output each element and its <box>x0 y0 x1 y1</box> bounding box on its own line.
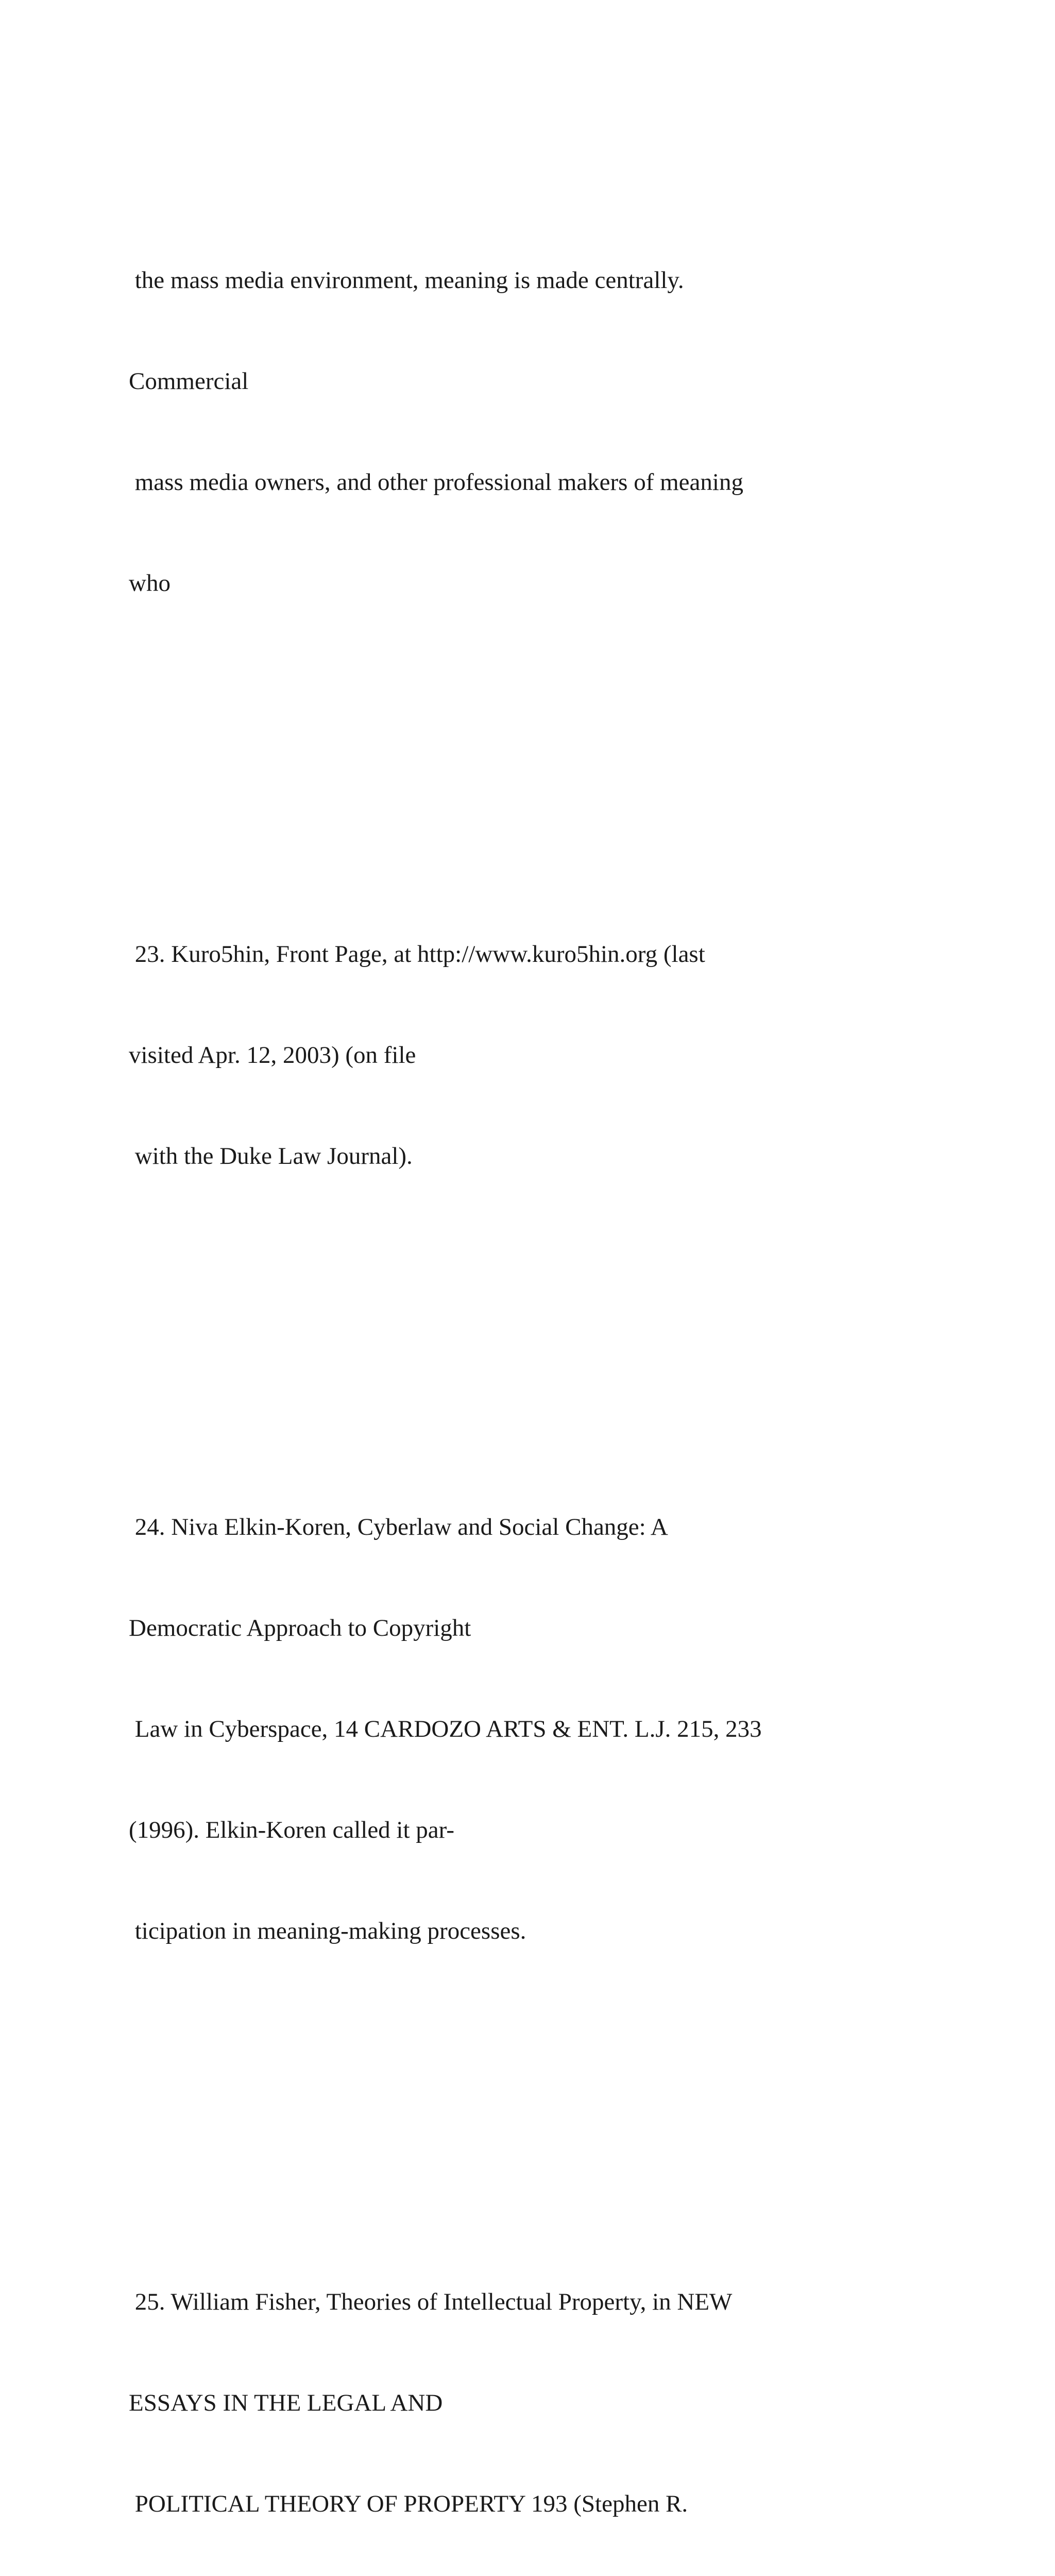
footnote-line: ticipation in meaning-making processes. <box>129 1918 526 1945</box>
footnote-line: with the Duke Law Journal). <box>129 1143 413 1170</box>
spacer <box>129 2083 932 2116</box>
footnote-line: visited Apr. 12, 2003) (on file <box>129 1041 416 1069</box>
footnote-24 <box>129 1443 932 2016</box>
footnote-line: POLITICAL THEORY OF PROPERTY 193 (Stephen R. <box>129 2490 688 2518</box>
footnote-25 <box>129 2218 932 2576</box>
text-line: Commercial <box>129 367 249 395</box>
text-line: mass media owners, and other professional makers of meaning <box>129 469 743 496</box>
footnote-line: 23. Kuro5hin, Front Page, at http://www.kuro5hin.org (last <box>129 940 705 968</box>
text-line: the mass media environment, meaning is made centrally. <box>129 266 684 294</box>
footnote-line: Democratic Approach to Copyright <box>129 1614 471 1641</box>
spacer <box>129 1308 932 1342</box>
footnote-line: Law in Cyberspace, 14 CARDOZO ARTS & ENT. L.J. 215, 233 <box>129 1715 762 1742</box>
text-line: who <box>129 570 171 597</box>
document-page <box>129 129 932 2576</box>
footnote-23 <box>129 870 932 1241</box>
footnote-line: (1996). Elkin-Koren called it par- <box>129 1817 455 1844</box>
footnote-line: ESSAYS IN THE LEGAL AND <box>129 2389 443 2416</box>
footnote-line: 25. William Fisher, Theories of Intellectual Property, in NEW <box>129 2288 733 2315</box>
spacer <box>129 735 932 769</box>
body-paragraph-1 <box>129 196 932 668</box>
footnote-line: 24. Niva Elkin-Koren, Cyberlaw and Social Change: A <box>129 1513 668 1540</box>
